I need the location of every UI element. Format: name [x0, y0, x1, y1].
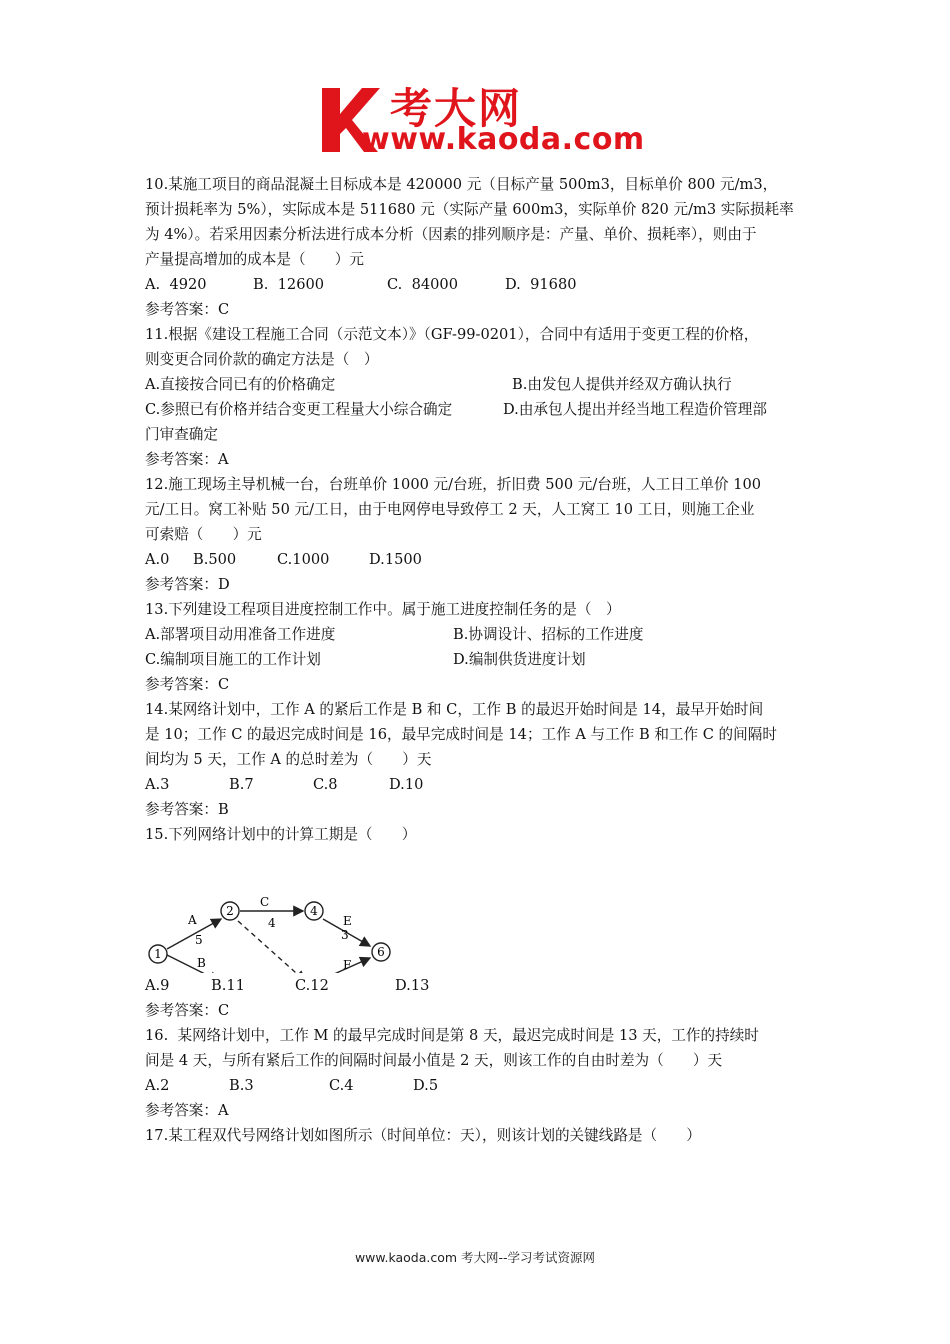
question-13-options-cd [145, 647, 815, 672]
option-d: D. 91680 [505, 276, 577, 293]
question-12-line: 元/工日。窝工补贴 50 元/工日，由于电网停电导致停工 2 天，人工窝工 10 工日，则施工企业 [145, 501, 755, 518]
option-d: D.由承包人提出并经当地工程造价管理部 [503, 401, 767, 418]
option-c: C.参照已有价格并结合变更工程量大小综合确定 [145, 401, 453, 418]
edge-b [167, 955, 219, 973]
question-14-line: 是 10；工作 C 的最迟完成时间是 16，最早完成时间是 14；工作 A 与工作 B 和工作 C 的间隔时 [145, 726, 777, 743]
question-11-line: 则变更合同价款的确定方法是（ ） [145, 351, 379, 368]
option-a: A.2 [145, 1077, 170, 1094]
question-17-line: 17.某工程双代号网络计划如图所示（时间单位：天），则该计划的关键线路是（ ） [145, 1127, 701, 1144]
svg-text:6: 6 [377, 945, 385, 959]
option-a: A.部署项目动用准备工作进度 [145, 626, 336, 643]
page-footer: www.kaoda.com 考大网--学习考试资源网 [354, 1250, 596, 1265]
node-1 [149, 945, 167, 963]
question-10-line: 10.某施工项目的商品混凝土目标成本是 420000 元（目标产量 500m3，目标单价 800 元/m3， [145, 176, 778, 193]
option-a: A.9 [145, 977, 170, 994]
option-c: C.4 [329, 1077, 354, 1094]
question-11-option-d-cont: 门审查确定 [145, 426, 218, 443]
svg-text:2: 2 [226, 904, 234, 918]
edge-b-label: B [197, 956, 206, 970]
option-b: B. 12600 [253, 276, 325, 293]
option-b: B.11 [211, 977, 245, 994]
option-a: A.直接按合同已有的价格确定 [145, 376, 336, 393]
question-11-options-ab [145, 372, 815, 397]
edge-c-dur: 4 [268, 916, 276, 930]
edge-a-dur: 5 [195, 933, 203, 947]
option-c: C.12 [295, 977, 329, 994]
option-a: A.0 [145, 551, 170, 568]
option-c: C.编制项目施工的工作计划 [145, 651, 321, 668]
question-12-options [145, 547, 815, 572]
option-d: D.编制供货进度计划 [453, 651, 586, 668]
network-diagram [145, 847, 815, 973]
question-10-line: 为 4%）。若采用因素分析法进行成本分析（因素的排列顺序是：产量、单价、损耗率），则由于 [145, 226, 757, 243]
question-12-answer: 参考答案：D [145, 576, 230, 593]
option-a: A. 4920 [145, 276, 207, 293]
logo-url: www.kaoda.com [362, 122, 645, 157]
edge-f-label: F [343, 958, 352, 972]
question-10-line: 产量提高增加的成本是（ ）元 [145, 251, 364, 268]
option-b: B.3 [229, 1077, 254, 1094]
logo-chinese-name: 考大网 [390, 84, 523, 133]
svg-text:4: 4 [310, 904, 318, 918]
option-d: D.5 [413, 1077, 439, 1094]
question-15-answer: 参考答案：C [145, 1002, 230, 1019]
option-d: D.1500 [369, 551, 422, 568]
question-14-options [145, 772, 815, 797]
option-c: C. 84000 [387, 276, 458, 293]
option-d: D.10 [389, 776, 424, 793]
question-16-line: 间是 4 天，与所有紧后工作的间隔时间最小值是 2 天，则该工作的自由时差为（ ）天 [145, 1052, 723, 1069]
question-11-line: 11.根据《建设工程施工合同（示范文本）》（GF-99-0201），合同中有适用于变更工程的价格， [145, 326, 759, 343]
question-15-line: 15.下列网络计划中的计算工期是（ ） [145, 826, 417, 843]
question-16-options [145, 1073, 815, 1098]
question-10-answer: 参考答案：C [145, 301, 230, 318]
question-10-options [145, 272, 815, 297]
option-b: B.7 [229, 776, 254, 793]
node-6 [372, 943, 390, 961]
node-4 [305, 902, 323, 920]
node-2 [221, 902, 239, 920]
edge-f-dur [341, 972, 349, 973]
kaoda-logo [318, 80, 645, 160]
question-15-options [145, 973, 815, 998]
question-11-options-cd [145, 397, 815, 422]
option-d: D.13 [395, 977, 430, 994]
edge-e-dur: 3 [341, 928, 349, 942]
question-13-options-ab [145, 622, 815, 647]
question-11-answer: 参考答案：A [145, 451, 229, 468]
question-13-answer: 参考答案：C [145, 676, 230, 693]
question-12-line: 可索赔（ ）元 [145, 526, 262, 543]
option-a: A.3 [145, 776, 170, 793]
edge-d-label [263, 972, 273, 973]
question-16-answer: 参考答案：A [145, 1102, 229, 1119]
question-14-line: 14.某网络计划中，工作 A 的紧后工作是 B 和 C，工作 B 的最迟开始时间是 14，最早开始时间 [145, 701, 764, 718]
svg-text:1: 1 [154, 947, 162, 961]
question-10-line: 预计损耗率为 5%），实际成本是 511680 元（实际产量 600m3，实际单价 820 元/m3 实际损耗率 [145, 201, 794, 218]
option-c: C.8 [313, 776, 338, 793]
option-b: B.500 [193, 551, 237, 568]
question-14-answer: 参考答案：B [145, 801, 229, 818]
question-13-line: 13.下列建设工程项目进度控制工作中。属于施工进度控制任务的是（ ） [145, 601, 621, 618]
edge-e-label: E [343, 914, 352, 928]
question-16-line: 16. 某网络计划中，工作 M 的最早完成时间是第 8 天，最迟完成时间是 13 天，工作的持续时 [145, 1027, 759, 1044]
option-b: B.协调设计、招标的工作进度 [453, 626, 644, 643]
question-12-line: 12.施工现场主导机械一台，台班单价 1000 元/台班，折旧费 500 元/台班，人工日工单价 100 [145, 476, 762, 493]
question-content [145, 172, 815, 1148]
option-c: C.1000 [277, 551, 330, 568]
edge-c-label: C [260, 895, 270, 909]
question-14-line: 间均为 5 天，工作 A 的总时差为（ ）天 [145, 751, 432, 768]
edge-a-label: A [188, 913, 197, 927]
option-b: B.由发包人提供并经双方确认执行 [512, 376, 732, 393]
